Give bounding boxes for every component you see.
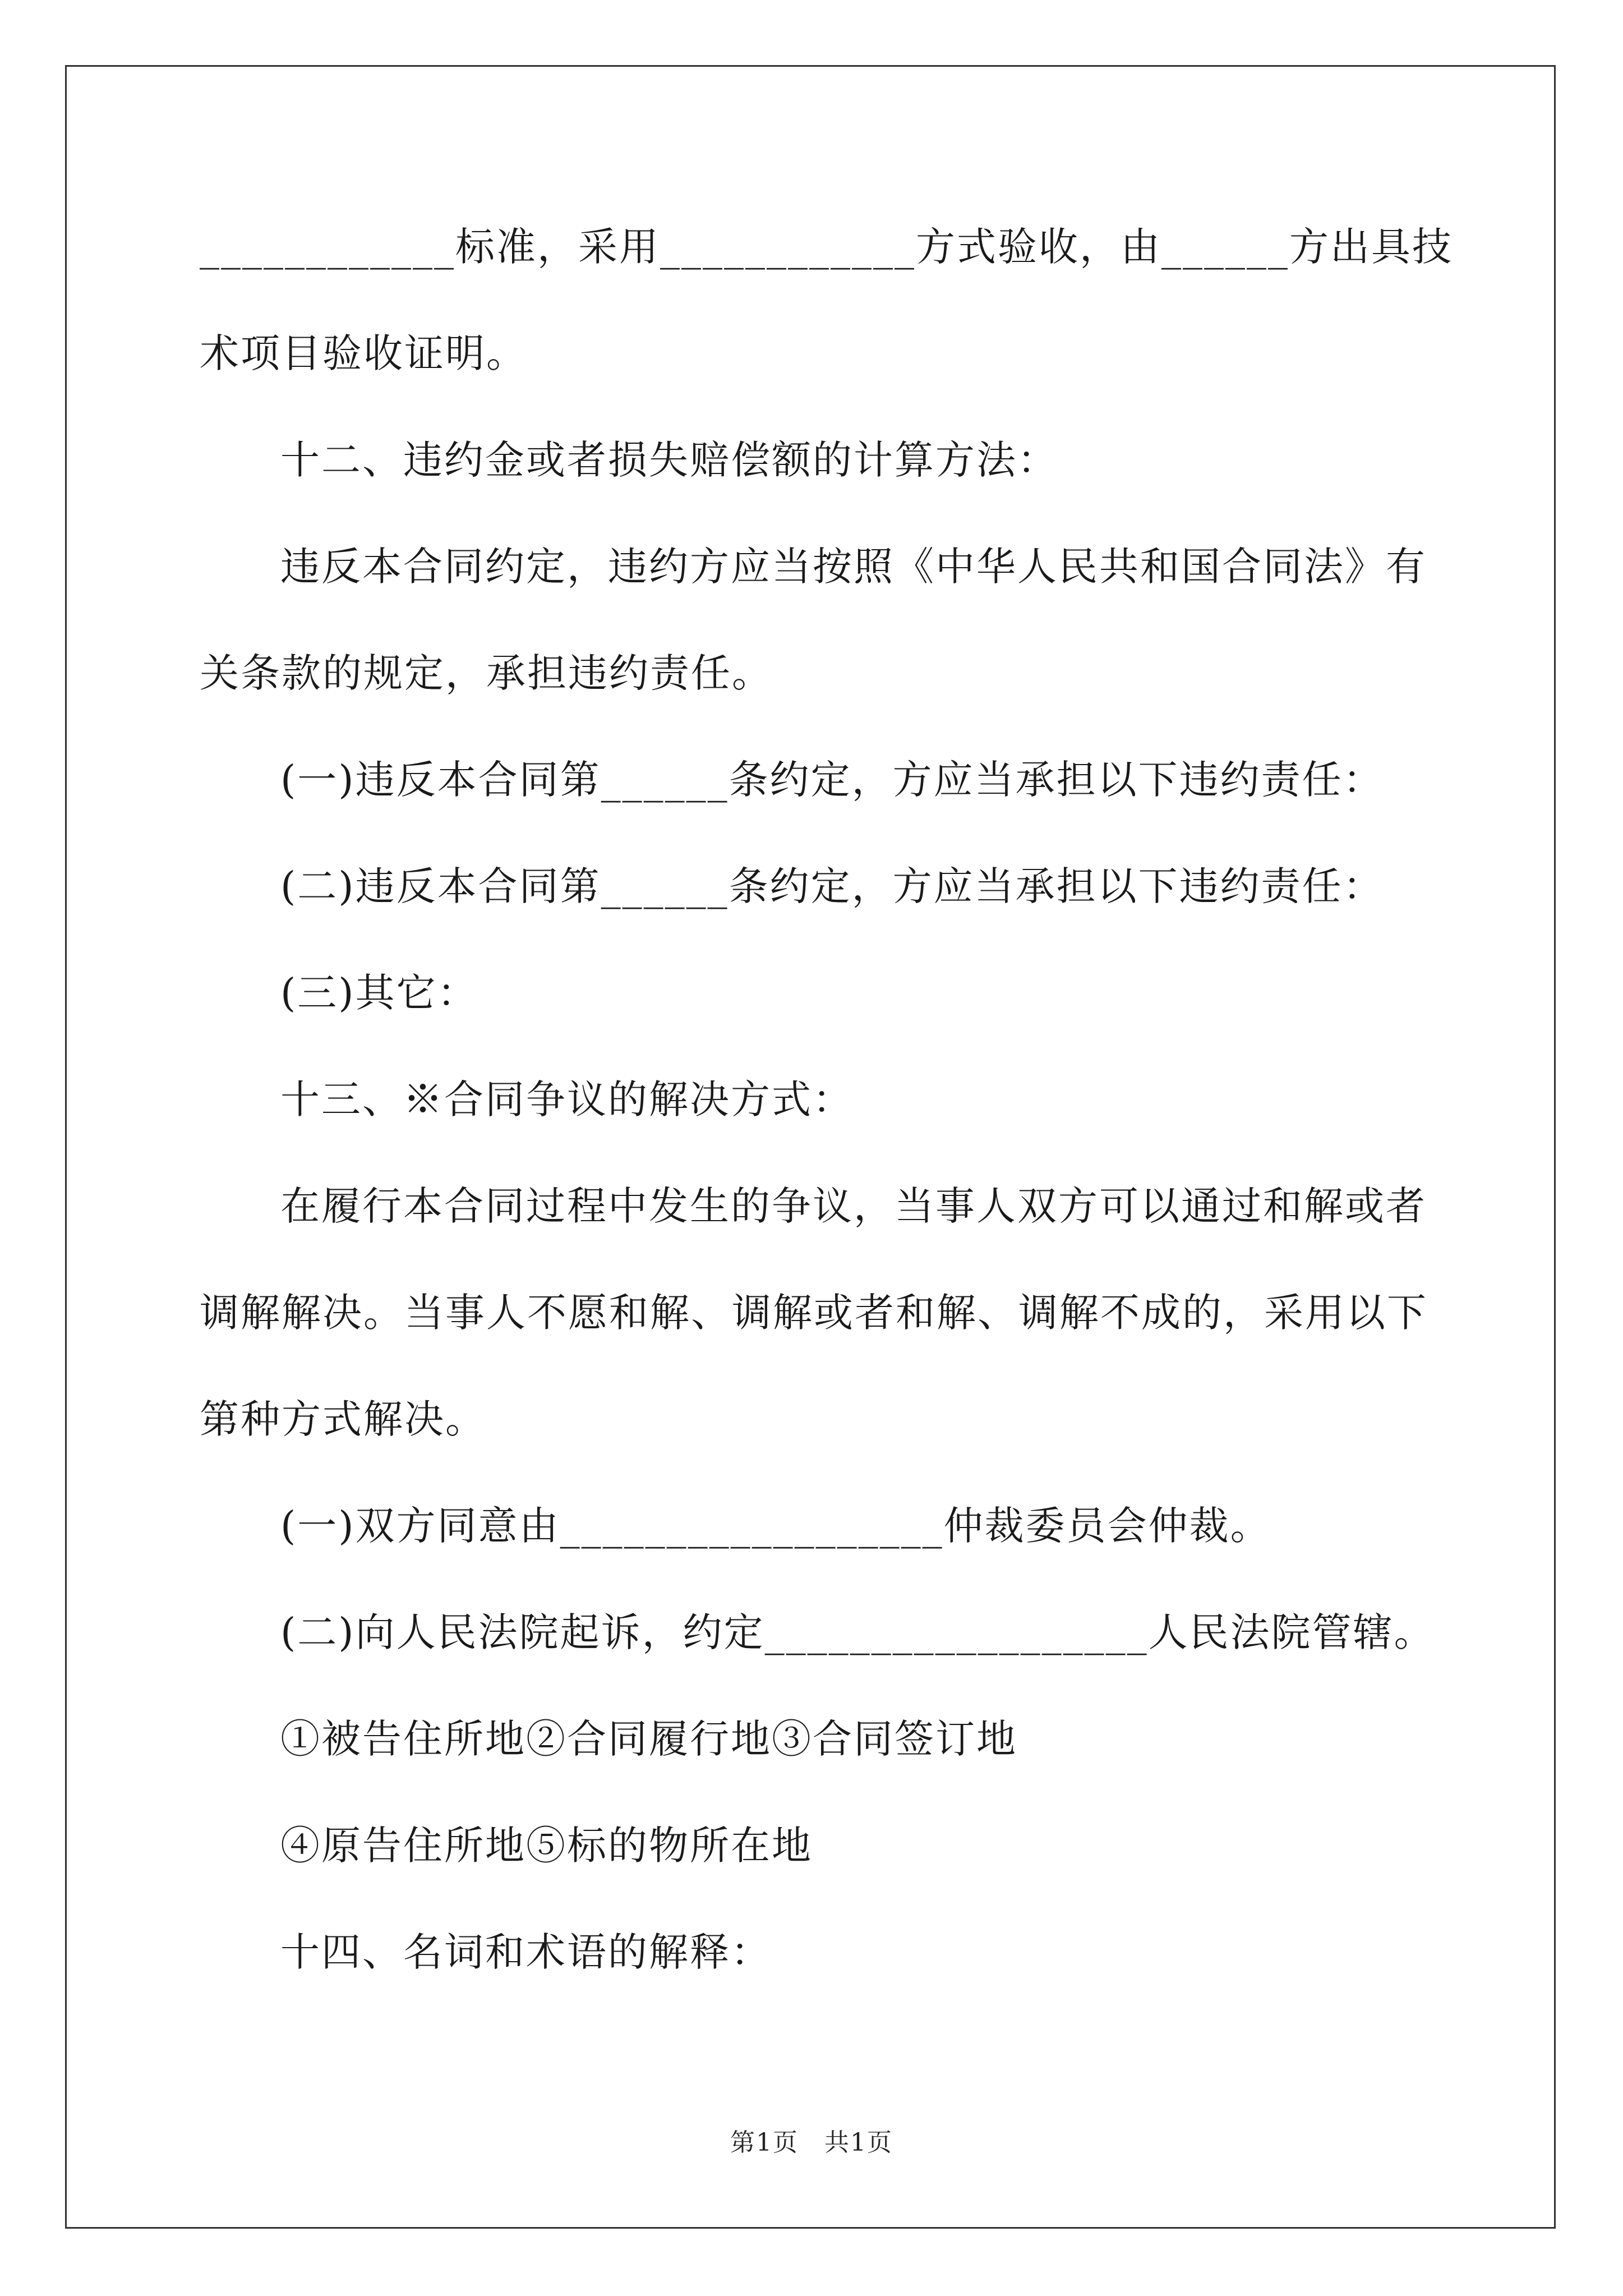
page-footer: 第1页 共1页 bbox=[730, 2128, 893, 2157]
section-heading-14: 十四、名词和术语的解释： bbox=[280, 1929, 772, 1975]
page-border bbox=[65, 65, 1556, 2229]
paragraph-line-acceptance-standard: ____________标准，采用____________方式验收，由______方出具技 bbox=[200, 224, 1453, 270]
paragraph-line-dispute-1: 在履行本合同过程中发生的争议，当事人双方可以通过和解或者 bbox=[280, 1183, 1427, 1229]
paragraph-line-dispute-2: 调解解决。当事人不愿和解、调解或者和解、调解不成的，采用以下 bbox=[200, 1290, 1428, 1336]
paragraph-line-dispute-3: 第种方式解决。 bbox=[200, 1396, 486, 1442]
list-item-jurisdiction-options-2: ④原告住所地⑤标的物所在地 bbox=[280, 1823, 813, 1869]
paragraph-line-acceptance-certificate: 术项目验收证明。 bbox=[200, 330, 527, 376]
paragraph-line-breach-2: 关条款的规定，承担违约责任。 bbox=[200, 650, 773, 696]
paragraph-line-breach-1: 违反本合同约定，违约方应当按照《中华人民共和国合同法》有 bbox=[280, 544, 1427, 590]
list-item-jurisdiction-options-1: ①被告住所地②合同履行地③合同签订地 bbox=[280, 1716, 1017, 1762]
section-heading-13: 十三、※合同争议的解决方式： bbox=[280, 1076, 854, 1122]
section-heading-12: 十二、违约金或者损失赔偿额的计算方法： bbox=[280, 437, 1058, 483]
list-item-breach-3: (三)其它： bbox=[280, 970, 478, 1016]
list-item-arbitration: (一)双方同意由__________________仲裁委员会仲裁。 bbox=[280, 1503, 1271, 1549]
list-item-breach-2: (二)违反本合同第______条约定，方应当承担以下违约责任： bbox=[280, 863, 1384, 909]
list-item-court: (二)向人民法院起诉，约定__________________人民法院管辖。 bbox=[280, 1609, 1435, 1655]
list-item-breach-1: (一)违反本合同第______条约定，方应当承担以下违约责任： bbox=[280, 757, 1384, 803]
